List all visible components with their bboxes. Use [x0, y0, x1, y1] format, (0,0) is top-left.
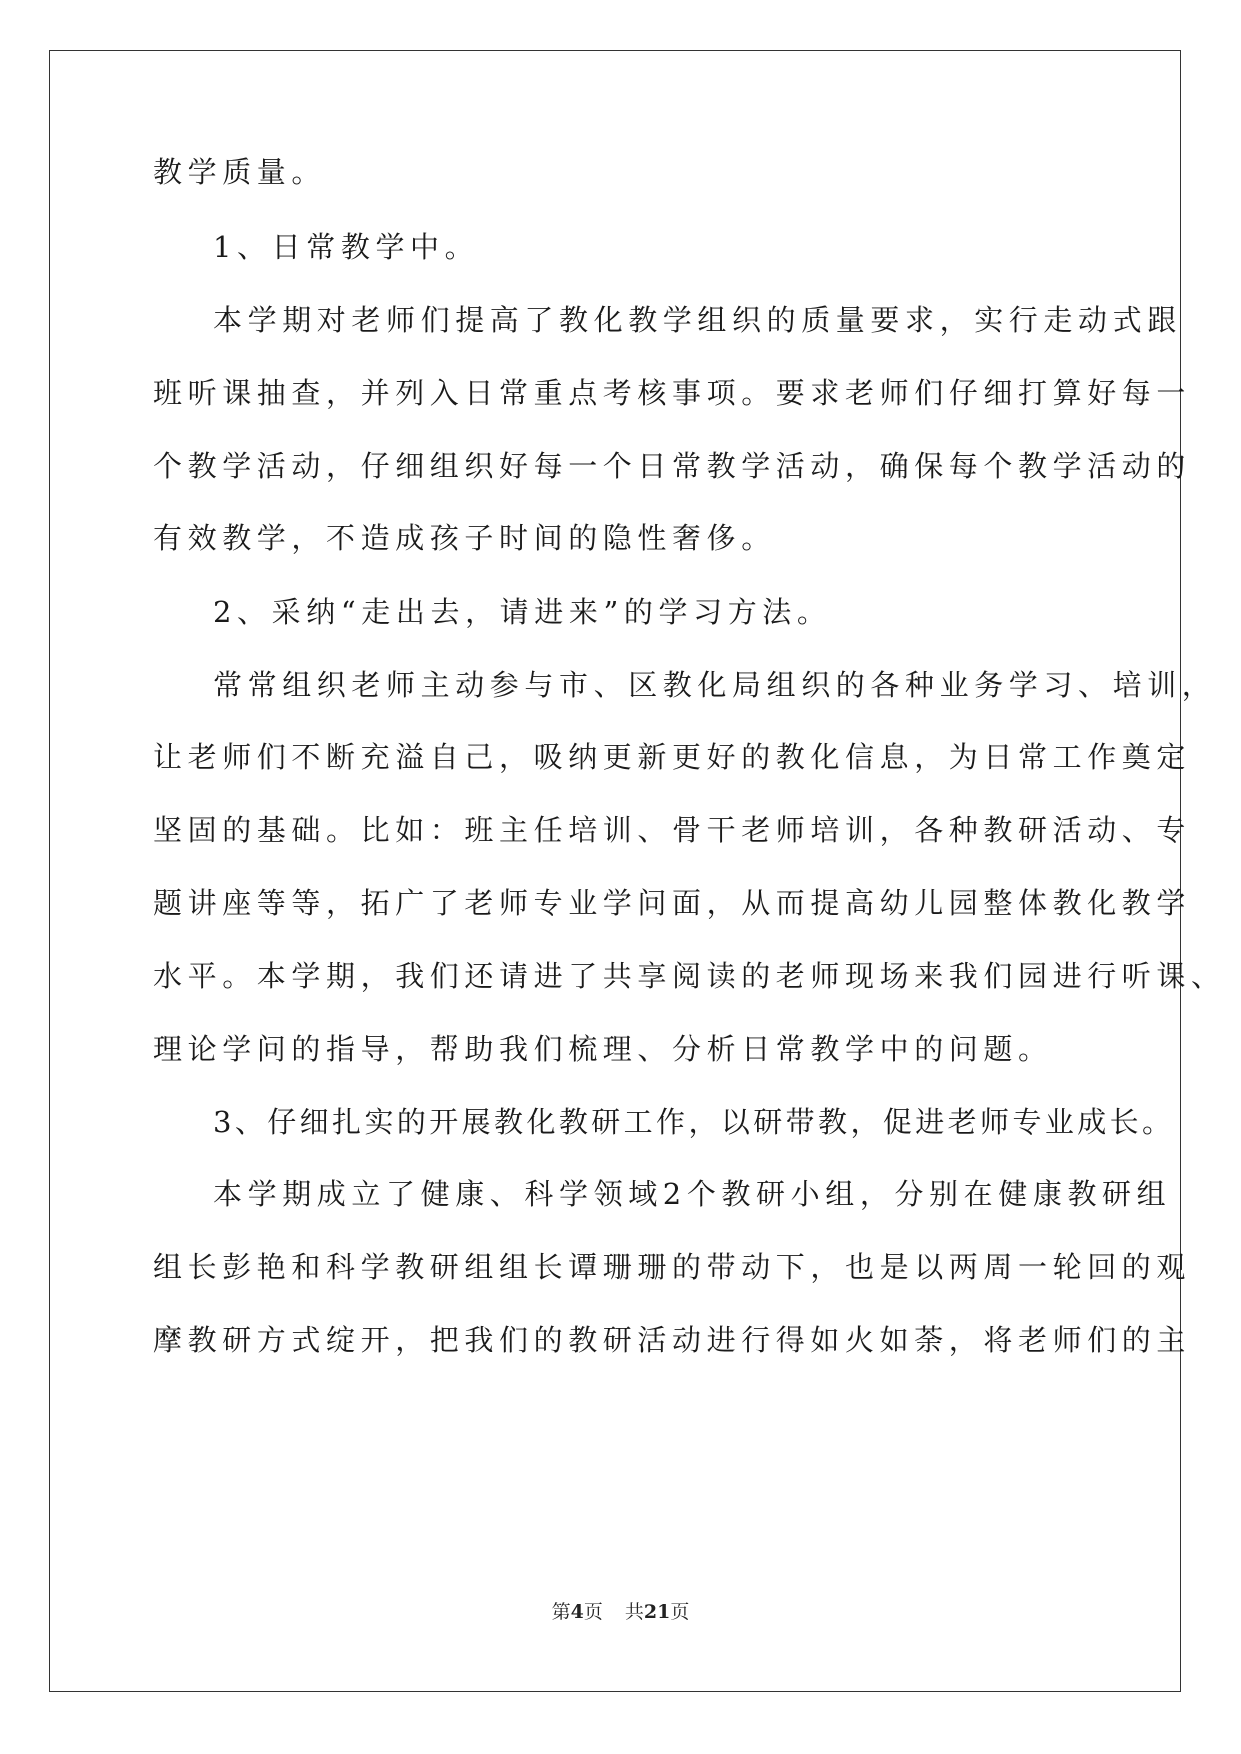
footer-page-prefix: 第: [551, 1601, 571, 1623]
paragraph-line: 理论学问的指导，帮助我们梳理、分析日常教学中的问题。: [153, 1032, 1053, 1066]
paragraph-line: 常常组织老师主动参与市、区教化局组织的各种业务学习、培训，: [213, 668, 1217, 702]
paragraph-line: 组长彭艳和科学教研组组长谭珊珊的带动下，也是以两周一轮回的观: [153, 1250, 1192, 1284]
paragraph-line: 题讲座等等，拓广了老师专业学问面，从而提高幼儿园整体教化教学: [153, 886, 1192, 920]
section-heading: 1、日常教学中。: [213, 230, 480, 264]
text-line: 教学质量。: [153, 155, 327, 189]
page-border: [49, 50, 1181, 1692]
section-heading: 2、采纳“走出去，请进来”的学习方法。: [213, 595, 832, 629]
footer-total-pages: 21: [643, 1601, 671, 1623]
paragraph-line: 本学期成立了健康、科学领域2个教研小组，分别在健康教研组: [213, 1177, 1172, 1211]
paragraph-line: 班听课抽查，并列入日常重点考核事项。要求老师们仔细打算好每一: [153, 376, 1192, 410]
paragraph-line: 水平。本学期，我们还请进了共享阅读的老师现场来我们园进行听课、: [153, 959, 1226, 993]
footer-total-suffix: 页: [670, 1601, 690, 1623]
footer-page-number: 4: [570, 1601, 584, 1623]
footer-page-suffix: 页: [583, 1601, 603, 1623]
paragraph-line: 个教学活动，仔细组织好每一个日常教学活动，确保每个教学活动的: [153, 449, 1192, 483]
paragraph-line: 让老师们不断充溢自己，吸纳更新更好的教化信息，为日常工作奠定: [153, 740, 1192, 774]
page-footer: [0, 1600, 1241, 1624]
footer-total-prefix: 共: [624, 1601, 644, 1623]
paragraph-line: 坚固的基础。比如：班主任培训、骨干老师培训，各种教研活动、专: [153, 813, 1192, 847]
paragraph-line: 有效教学，不造成孩子时间的隐性奢侈。: [153, 521, 776, 555]
paragraph-line: 摩教研方式绽开，把我们的教研活动进行得如火如荼，将老师们的主: [153, 1323, 1192, 1357]
section-heading: 3、仔细扎实的开展教化教研工作，以研带教，促进老师专业成长。: [213, 1105, 1175, 1139]
paragraph-line: 本学期对老师们提高了教化教学组织的质量要求，实行走动式跟: [213, 303, 1182, 337]
